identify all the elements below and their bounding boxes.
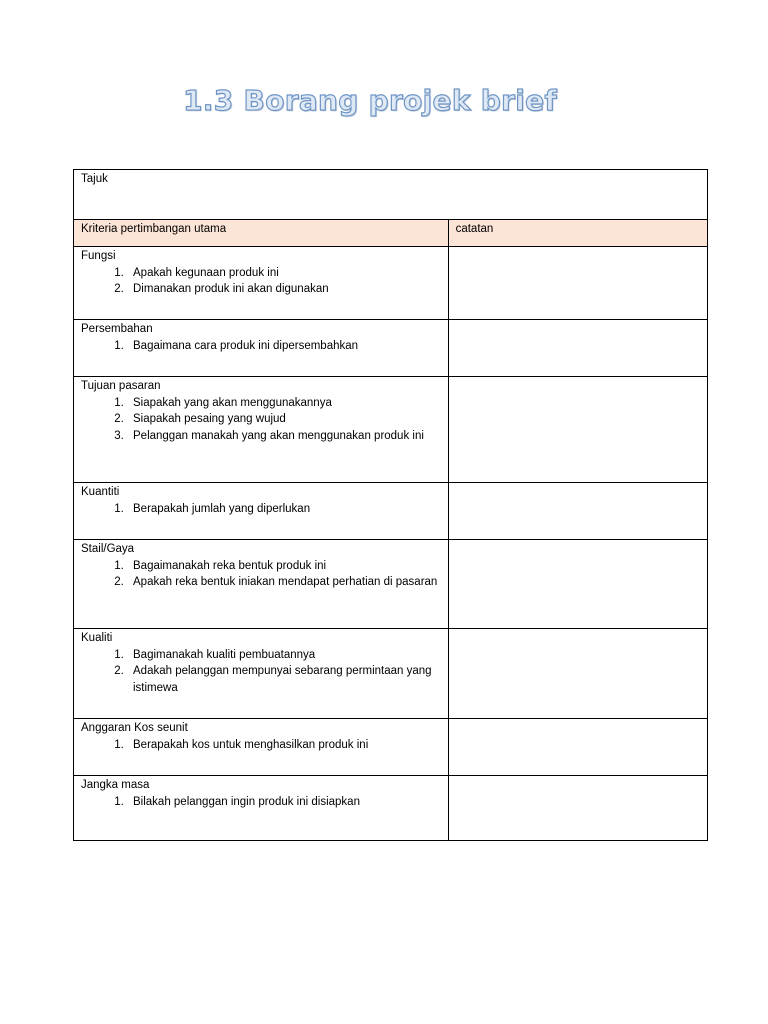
section-row-stail-gaya <box>74 540 708 629</box>
project-brief-table <box>73 169 708 841</box>
document-title: 1.3 Borang projek brief <box>183 84 557 117</box>
question-list <box>81 395 442 445</box>
section-row-tujuan-pasaran <box>74 377 708 483</box>
section-title: Kuantiti <box>81 486 120 498</box>
question-item: 1. Bagaimana cara produk ini dipersembahkan <box>127 338 442 355</box>
question-list <box>81 265 442 298</box>
question-item: 1. Berapakah kos untuk menghasilkan produk ini <box>127 737 442 754</box>
section-row-kuantiti <box>74 483 708 540</box>
section-title: Tujuan pasaran <box>81 380 161 392</box>
section-title: Anggaran Kos seunit <box>81 722 188 734</box>
notes-cell[interactable] <box>448 776 707 841</box>
question-list <box>81 647 442 697</box>
question-list <box>81 558 442 591</box>
tajuk-row <box>74 170 708 220</box>
section-row-kualiti <box>74 629 708 719</box>
criteria-cell <box>74 247 449 320</box>
section-row-fungsi <box>74 247 708 320</box>
tajuk-cell[interactable] <box>74 170 708 220</box>
question-item: 2. Dimanakan produk ini akan digunakan <box>127 281 442 298</box>
section-title: Jangka masa <box>81 779 150 791</box>
notes-cell[interactable] <box>448 719 707 776</box>
section-row-persembahan <box>74 320 708 377</box>
header-criteria: Kriteria pertimbangan utama <box>74 220 449 247</box>
notes-cell[interactable] <box>448 377 707 483</box>
section-title: Persembahan <box>81 323 153 335</box>
question-item: 1. Bilakah pelanggan ingin produk ini disiapkan <box>127 794 442 811</box>
criteria-cell <box>74 540 449 629</box>
section-row-anggaran-kos <box>74 719 708 776</box>
criteria-cell <box>74 719 449 776</box>
section-row-jangka-masa <box>74 776 708 841</box>
notes-cell[interactable] <box>448 483 707 540</box>
notes-cell[interactable] <box>448 540 707 629</box>
question-item: 1. Bagimanakah kualiti pembuatannya <box>127 647 442 664</box>
question-item: 1. Bagaimanakah reka bentuk produk ini <box>127 558 442 575</box>
question-item: 2. Apakah reka bentuk iniakan mendapat perhatian di pasaran <box>127 574 442 591</box>
question-item: 1. Berapakah jumlah yang diperlukan <box>127 501 442 518</box>
criteria-cell <box>74 629 449 719</box>
notes-cell[interactable] <box>448 629 707 719</box>
criteria-cell <box>74 377 449 483</box>
question-item: 3. Pelanggan manakah yang akan menggunakan produk ini <box>127 428 442 445</box>
criteria-cell <box>74 320 449 377</box>
tajuk-label: Tajuk <box>81 173 108 185</box>
notes-cell[interactable] <box>448 247 707 320</box>
question-list <box>81 501 442 518</box>
question-item: 2. Siapakah pesaing yang wujud <box>127 411 442 428</box>
question-list <box>81 338 442 355</box>
section-title: Kualiti <box>81 632 113 644</box>
section-title: Stail/Gaya <box>81 543 135 555</box>
criteria-cell <box>74 776 449 841</box>
question-list <box>81 737 442 754</box>
section-title: Fungsi <box>81 250 116 262</box>
question-list <box>81 794 442 811</box>
table-header-row <box>74 220 708 247</box>
criteria-cell <box>74 483 449 540</box>
question-item: 2. Adakah pelanggan mempunyai sebarang permintaan yang istimewa <box>127 663 442 696</box>
header-notes: catatan <box>448 220 707 247</box>
question-item: 1. Siapakah yang akan menggunakannya <box>127 395 442 412</box>
notes-cell[interactable] <box>448 320 707 377</box>
question-item: 1. Apakah kegunaan produk ini <box>127 265 442 282</box>
